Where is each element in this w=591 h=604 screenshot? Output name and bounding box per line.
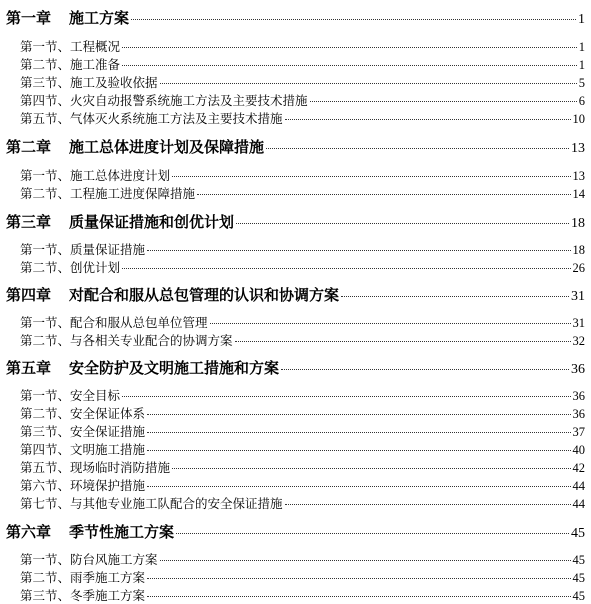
toc-entry-label [20,586,145,604]
toc-entry-label [20,313,208,331]
toc-page-number: 1 [578,12,585,27]
toc-entry-label [6,521,174,542]
toc-page-number: 42 [572,461,585,475]
toc-entry-number: 第一节、 [20,39,71,54]
toc-entry-title: 施工及验收依据 [70,75,158,90]
toc-entry-title: 文明施工措施 [70,442,146,457]
toc-page-number: 40 [572,443,585,457]
toc-entry-number: 第二节、 [20,570,71,585]
dot-leader [147,250,570,251]
dot-leader [147,450,570,451]
toc-page-number: 6 [578,94,585,108]
toc-entry-number: 第一章 [6,9,52,27]
toc-entry-label [6,136,264,157]
toc-entry-title: 气体灭火系统施工方法及主要技术措施 [70,111,283,126]
toc-entry-title: 质量保证措施 [70,242,146,257]
toc-page-number: 44 [572,479,585,493]
toc-entry-number: 第四节、 [20,442,71,457]
toc-entry-number: 第七节、 [20,496,71,511]
toc-entry-label [20,166,170,184]
toc-page-number: 18 [571,216,585,231]
toc-entry-number: 第五章 [6,359,52,377]
toc-section-entry[interactable] [20,476,585,494]
toc-page-number: 32 [572,334,585,348]
toc-entry-title: 创优计划 [70,260,121,275]
toc-entry-number: 第一节、 [20,242,71,257]
toc-entry-number: 第一节、 [20,388,71,403]
toc-entry-title: 雨季施工方案 [70,570,146,585]
toc-entry-title: 工程施工进度保障措施 [70,186,196,201]
toc-page-number: 45 [572,571,585,585]
dot-leader [122,268,570,269]
dot-leader [122,396,570,397]
toc-entry-title: 安全保证体系 [70,406,146,421]
toc-entry-label [20,109,283,127]
toc-entry-number: 第六节、 [20,478,71,493]
toc-entry-label [20,386,120,404]
toc-entry-number: 第三章 [6,213,52,231]
toc-entry-title: 安全目标 [70,388,121,403]
toc-chapter-entry[interactable] [6,284,585,305]
dot-leader [147,432,570,433]
dot-leader [310,101,577,102]
toc-entry-label [20,550,158,568]
toc-chapter-entry[interactable] [6,211,585,232]
toc-section-entry[interactable] [20,586,585,604]
toc-entry-title: 施工方案 [69,9,130,27]
toc-entry-number: 第四章 [6,286,52,304]
toc-section-entry[interactable] [20,166,585,184]
toc-entry-title: 安全保证措施 [70,424,146,439]
dot-leader [147,486,570,487]
dot-leader [285,504,571,505]
toc-section-entry[interactable] [20,37,585,55]
toc-page-number: 5 [578,76,585,90]
toc-entry-number: 第三节、 [20,75,71,90]
toc-section-entry[interactable] [20,331,585,349]
toc-entry-title: 施工准备 [70,57,121,72]
toc-entry-title: 防台风施工方案 [70,552,158,567]
toc-section-entry[interactable] [20,550,585,568]
toc-page-number: 13 [571,141,585,156]
toc-section-entry[interactable] [20,240,585,258]
toc-section-entry[interactable] [20,568,585,586]
toc-page-number: 45 [571,526,585,541]
toc-section-entry[interactable] [20,458,585,476]
dot-leader [160,560,571,561]
toc-entry-label [20,331,233,349]
dot-leader [236,223,569,224]
toc-entry-title: 施工总体进度计划及保障措施 [69,138,265,156]
toc-entry-number: 第三节、 [20,424,71,439]
toc-entry-number: 第四节、 [20,93,71,108]
toc-section-entry[interactable] [20,440,585,458]
toc-page-number: 36 [572,407,585,421]
toc-entry-title: 现场临时消防措施 [70,460,171,475]
dot-leader [147,578,570,579]
toc-entry-number: 第三节、 [20,588,71,603]
dot-leader [147,596,570,597]
toc-page-number: 13 [572,169,585,183]
toc-entry-title: 安全防护及文明施工措施和方案 [69,359,280,377]
toc-entry-title: 与其他专业施工队配合的安全保证措施 [70,496,283,511]
toc-entry-number: 第二节、 [20,186,71,201]
toc-entry-title: 工程概况 [70,39,121,54]
toc-chapter-entry[interactable] [6,136,585,157]
dot-leader [160,83,577,84]
toc-page-number: 36 [572,389,585,403]
toc-page-number: 10 [572,112,585,126]
toc-entry-title: 施工总体进度计划 [70,168,171,183]
toc-entry-title: 季节性施工方案 [69,523,175,541]
dot-leader [341,296,569,297]
toc-section-entry[interactable] [20,258,585,276]
toc-entry-title: 火灾自动报警系统施工方法及主要技术措施 [70,93,308,108]
toc-entry-title: 对配合和服从总包管理的认识和协调方案 [69,286,340,304]
toc-entry-number: 第二节、 [20,333,71,348]
toc-entry-label [20,91,308,109]
toc-chapter-entry[interactable] [6,521,585,542]
dot-leader [281,369,569,370]
toc-entry-title: 配合和服从总包单位管理 [70,315,208,330]
toc-entry-label [20,258,120,276]
toc-page-number: 31 [572,316,585,330]
toc-entry-number: 第五节、 [20,460,71,475]
toc-section-entry[interactable] [20,404,585,422]
toc-section-entry[interactable] [20,184,585,202]
toc-entry-label [20,37,120,55]
dot-leader [266,148,569,149]
toc-entry-label [20,240,145,258]
dot-leader [122,47,577,48]
toc-page-number: 36 [571,362,585,377]
toc-page-number: 1 [578,40,585,54]
toc-page-number: 18 [572,243,585,257]
dot-leader [210,323,571,324]
toc-entry-number: 第二节、 [20,406,71,421]
toc-entry-number: 第六章 [6,523,52,541]
toc-page-number: 37 [572,425,585,439]
dot-leader [176,533,569,534]
toc-entry-number: 第一节、 [20,315,71,330]
toc-entry-title: 质量保证措施和创优计划 [69,213,235,231]
toc-entry-label [20,568,145,586]
toc-entry-label [6,284,339,305]
toc-page-number: 1 [578,58,585,72]
toc-entry-title: 与各相关专业配合的协调方案 [70,333,233,348]
toc-page-number: 45 [572,589,585,603]
toc-entry-label [20,55,120,73]
toc-section-entry[interactable] [20,55,585,73]
toc-section-entry[interactable] [20,91,585,109]
toc-section-entry[interactable] [20,313,585,331]
toc-entry-label [20,73,158,91]
toc-entry-label [20,494,283,512]
toc-entry-number: 第五节、 [20,111,71,126]
dot-leader [172,468,570,469]
toc-entry-title: 环境保护措施 [70,478,146,493]
toc-page-number: 44 [572,497,585,511]
toc-entry-label [20,404,145,422]
toc-page-number: 14 [572,187,585,201]
toc-chapter-entry[interactable] [6,7,585,28]
toc-section-entry[interactable] [20,109,585,127]
toc-section-entry[interactable] [20,73,585,91]
toc-entry-label [6,7,129,28]
toc-entry-number: 第二节、 [20,260,71,275]
toc-entry-label [6,357,279,378]
toc-entry-label [20,422,145,440]
dot-leader [285,119,571,120]
toc-page-number: 31 [571,289,585,304]
dot-leader [172,176,570,177]
toc-page-number: 26 [572,261,585,275]
toc-entry-label [20,476,145,494]
dot-leader [131,19,576,20]
dot-leader [122,65,577,66]
toc-entry-number: 第二节、 [20,57,71,72]
toc-entry-label [20,184,195,202]
toc-section-entry[interactable] [20,422,585,440]
toc-entry-label [6,211,234,232]
dot-leader [197,194,570,195]
toc-section-entry[interactable] [20,494,585,512]
toc-entry-title: 冬季施工方案 [70,588,146,603]
toc-entry-number: 第一节、 [20,552,71,567]
dot-leader [235,341,571,342]
dot-leader [147,414,570,415]
toc-entry-number: 第二章 [6,138,52,156]
toc-entry-label [20,458,170,476]
toc-entry-label [20,440,145,458]
toc-chapter-entry[interactable] [6,357,585,378]
toc-entry-number: 第一节、 [20,168,71,183]
toc-page-number: 45 [572,553,585,567]
toc-section-entry[interactable] [20,386,585,404]
